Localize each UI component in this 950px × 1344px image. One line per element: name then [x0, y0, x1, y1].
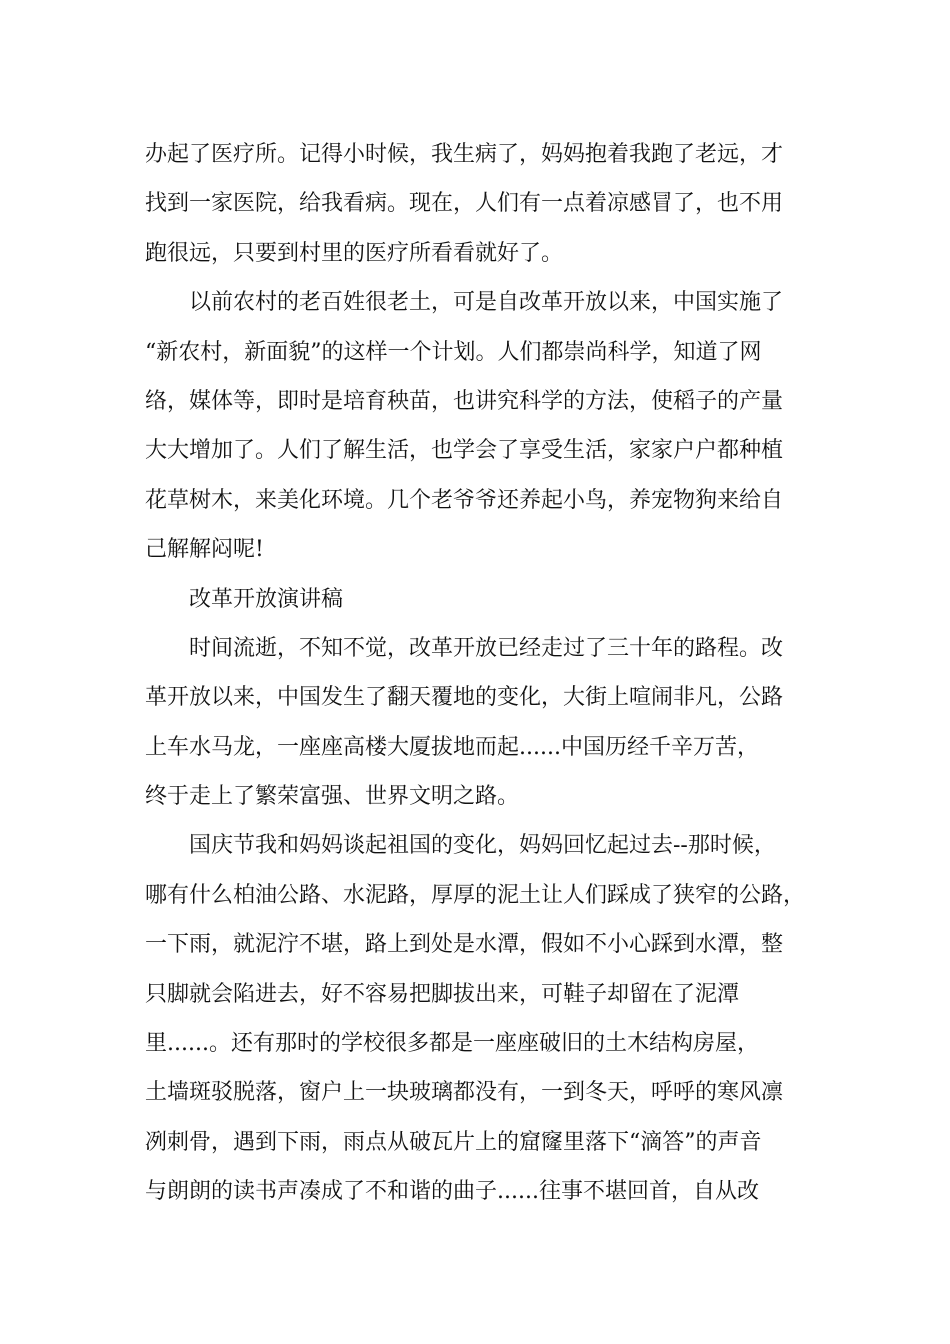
section-heading: 改革开放演讲稿 — [189, 586, 344, 612]
text-line: 哪有什么柏油公路、水泥路，厚厚的泥土让人们踩成了狭窄的公路， — [145, 882, 806, 908]
text-line: 找到一家医院，给我看病。现在，人们有一点着凉感冒了，也不用 — [145, 191, 784, 217]
text-line: 里......。还有那时的学校很多都是一座座破旧的土木结构房屋， — [145, 1031, 759, 1057]
text-line: 跑很远，只要到村里的医疗所看看就好了。 — [145, 240, 564, 266]
text-line: 大大增加了。人们了解生活，也学会了享受生活，家家户户都种植 — [145, 438, 784, 464]
text-line: 只脚就会陷进去，好不容易把脚拔出来，可鞋子却留在了泥潭 — [145, 981, 740, 1007]
paragraph-first-line: 以前农村的老百姓很老土，可是自改革开放以来，中国实施了 — [189, 290, 784, 316]
document-body — [145, 130, 817, 1217]
text-line: 上车水马龙，一座座高楼大厦拔地而起......中国历经千辛万苦， — [145, 734, 759, 760]
text-line: 办起了医疗所。记得小时候，我生病了，妈妈抱着我跑了老远，才 — [145, 142, 784, 167]
text-line: 终于走上了繁荣富强、世界文明之路。 — [145, 784, 520, 810]
text-line: 革开放以来，中国发生了翻天覆地的变化，大街上喧闹非凡，公路 — [145, 685, 784, 711]
text-line: 己解解闷呢! — [145, 537, 264, 563]
text-line: “新农村，新面貌”的这样一个计划。人们都崇尚科学，知道了网 — [145, 339, 762, 365]
paragraph-first-line: 国庆节我和妈妈谈起祖国的变化，妈妈回忆起过去--那时候， — [189, 833, 776, 859]
text-line: 络，媒体等，即时是培育秧苗，也讲究科学的方法，使稻子的产量 — [145, 388, 784, 414]
text-line: 花草树木，来美化环境。几个老爷爷还养起小鸟，养宠物狗来给自 — [145, 487, 784, 513]
text-line: 与朗朗的读书声凑成了不和谐的曲子......往事不堪回首，自从改 — [145, 1179, 759, 1205]
text-line: 冽刺骨，遇到下雨，雨点从破瓦片上的窟窿里落下“滴答”的声音 — [145, 1129, 762, 1155]
text-line: 土墙斑驳脱落，窗户上一块玻璃都没有，一到冬天，呼呼的寒风凛 — [145, 1080, 784, 1106]
text-line: 一下雨，就泥泞不堪，路上到处是水潭，假如不小心踩到水潭，整 — [145, 932, 784, 958]
paragraph-first-line: 时间流逝，不知不觉，改革开放已经走过了三十年的路程。改 — [189, 635, 784, 661]
